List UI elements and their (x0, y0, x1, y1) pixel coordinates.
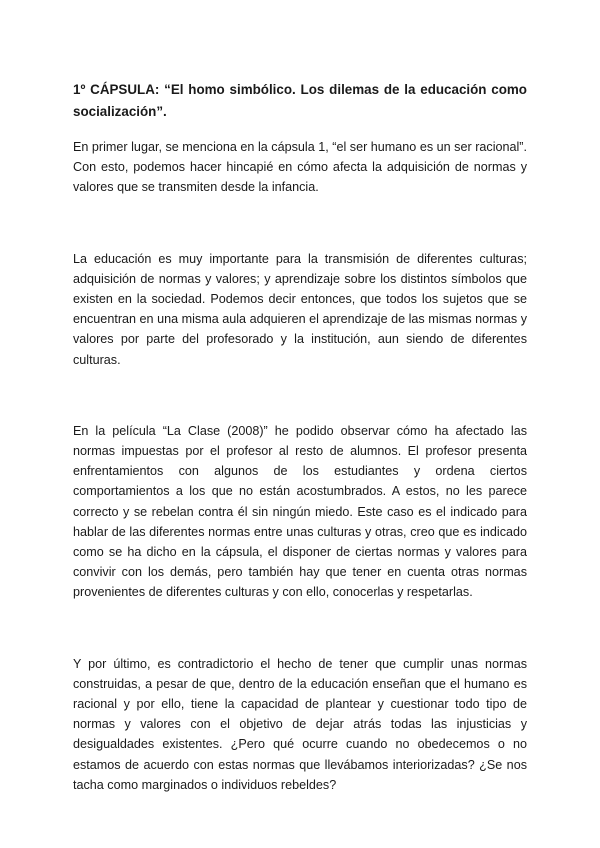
paragraph-conclusion: Y por último, es contradictorio el hecho de tener que cumplir unas normas construidas, a pesar de que, dentro de la educación enseñan que el humano es racional y por ello, tiene la capacidad de plantear y cuestionar todo tipo de normas y valores con el objetivo de dejar atrás todas las injusticias y desigualdades existentes. ¿Pero qué ocurre cuando no obedecemos o no estamos de acuerdo con estas normas que llevábamos interiorizadas? ¿Se nos tacha como marginados o individuos rebeldes? (73, 656, 527, 792)
paragraph-film: En la película “La Clase (2008)” he podido observar cómo ha afectado las normas impuestas por el profesor al resto de alumnos. El profesor presenta enfrentamientos con algunos de los estudiantes y ordena ciertos comportamientos a los que no están acostumbrados. A estos, no les parece correcto y se rebelan contra él sin ningún miedo. Este caso es el indicado para hablar de las diferentes normas entre unas culturas y otras, creo que es indicado como se ha dicho en la cápsula, el disponer de ciertas normas y valores para convivir con los demás, pero también hay que tener en cuenta otras normas provenientes de diferentes culturas y con ello, conocerlas y respetarlas. (73, 423, 527, 600)
paragraph-spacer (73, 406, 527, 421)
paragraph-spacer (73, 198, 527, 234)
document-title: 1º CÁPSULA: “El homo simbólico. Los dilemas de la educación como socialización”. (73, 82, 527, 119)
paragraph-intro: En primer lugar, se menciona en la cápsula 1, “el ser humano es un ser racional”. Con esto, podemos hacer hincapié en cómo afecta la adquisición de normas y valores que se transmiten desde la infancia. (73, 140, 527, 195)
paragraph-spacer (73, 234, 527, 249)
paragraph-education: La educación es muy importante para la transmisión de diferentes culturas; adquisición de normas y valores; y aprendizaje sobre los distintos símbolos que existen en la sociedad. Podemos decir entonces, que todos los sujetos que se encuentran en una misma aula adquieren el aprendizaje de las mismas normas y valores por parte del profesorado y la institución, aun siendo de diferentes culturas. (73, 251, 527, 367)
paragraph-spacer (73, 603, 527, 639)
document-body (73, 79, 527, 795)
paragraph-spacer (73, 639, 527, 654)
paragraph-spacer (73, 370, 527, 406)
